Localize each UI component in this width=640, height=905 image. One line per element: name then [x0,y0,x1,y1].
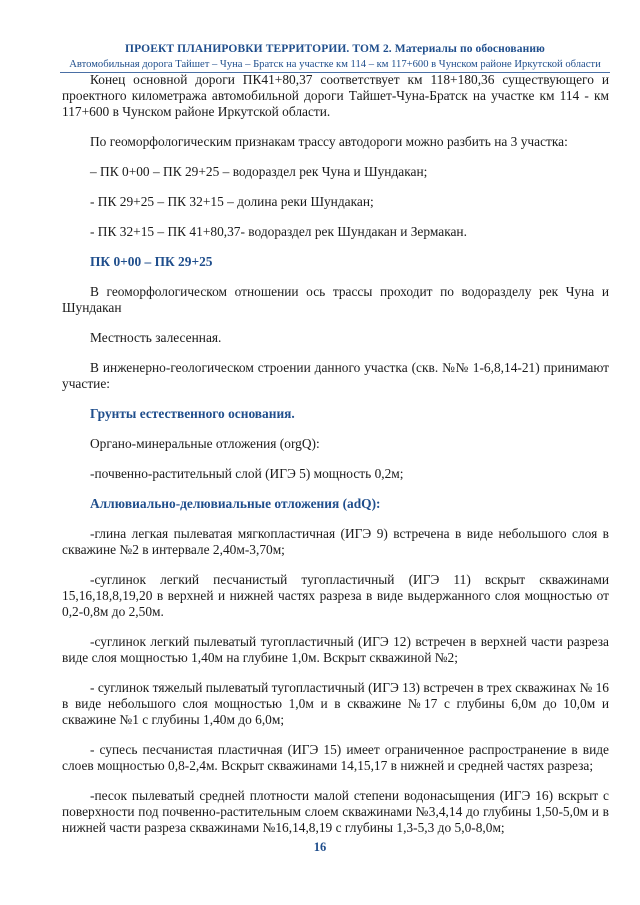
list-item: - ПК 29+25 – ПК 32+15 – долина реки Шундакан; [90,194,374,209]
document-body [62,72,609,850]
paragraph: -суглинок легкий пылеватый тугопластичный (ИГЭ 12) встречен в верхней части разреза виде слоя мощностью 1,40м на глубине 1,0м. Вскрыт скважиной №2; [62,634,609,665]
paragraph: Местность залесенная. [90,330,222,345]
document-subtitle: Автомобильная дорога Тайшет – Чуна – Братск на участке км 114 – км 117+600 в Чунском районе Иркутской области [69,59,601,70]
paragraph: В геоморфологическом отношении ось трассы проходит по водоразделу рек Чуна и Шундакан [62,284,609,315]
page-number: 16 [313,840,327,854]
section-heading: ПК 0+00 – ПК 29+25 [90,254,213,269]
paragraph: -глина легкая пылеватая мягкопластичная (ИГЭ 9) встречена в виде небольшого слоя в скважине №2 в интервале 2,40м-3,70м; [62,526,609,557]
page-header [60,42,610,73]
list-item: - ПК 32+15 – ПК 41+80,37- водораздел рек Шундакан и Зермакан. [90,224,467,239]
paragraph: Конец основной дороги ПК41+80,37 соответствует км 118+180,36 существующего и проектного километража автомобильной дороги Тайшет-Чуна-Братск на участке км 114 - км 117+600 в Чунском районе Иркутской области. [62,72,609,119]
paragraph: -песок пылеватый средней плотности малой степени водонасыщения (ИГЭ 16) вскрыт с поверхности под почвенно-растительным слоем скважинами №3,4,14 до глубины 1,50-5,0м и в нижней части разреза скважинами №16,14,8,19 с глубины 1,3-5,3 до 5,0-8,0м; [62,788,609,835]
paragraph: По геоморфологическим признакам трассу автодороги можно разбить на 3 участка: [90,134,568,149]
paragraph: - суглинок тяжелый пылеватый тугопластичный (ИГЭ 13) встречен в трех скважинах № 16 в виде небольшого слоя мощностью 1,0м и в скважине №17 с глубины 6,0м до 10,0м и скважине №1 с глубины 1,40м до 6,0м; [62,680,609,727]
paragraph: Органо-минеральные отложения (orgQ): [90,436,320,451]
paragraph: -суглинок легкий песчанистый тугопластичный (ИГЭ 11) вскрыт скважинами 15,16,18,8,19,20 в верхней и нижней частях разреза в виде выдержанного слоя мощностью от 0,2-0,8м до 2,50м. [62,572,609,619]
paragraph: - супесь песчанистая пластичная (ИГЭ 15) имеет ограниченное распространение в виде слоев мощностью 0,8-2,4м. Вскрыт скважинами 14,15,17 в нижней и средней частях разреза; [62,742,609,773]
document-title: ПРОЕКТ ПЛАНИРОВКИ ТЕРРИТОРИИ. ТОМ 2. Материалы по обоснованию [125,43,545,55]
paragraph: -почвенно-растительный слой (ИГЭ 5) мощность 0,2м; [90,466,404,481]
list-item: – ПК 0+00 – ПК 29+25 – водораздел рек Чуна и Шундакан; [90,164,428,179]
paragraph: В инженерно-геологическом строении данного участка (скв. №№ 1-6,8,14-21) принимают участие: [62,360,609,391]
section-heading: Грунты естественного основания. [90,406,295,421]
section-heading: Аллювиально-делювиальные отложения (adQ): [90,496,381,511]
